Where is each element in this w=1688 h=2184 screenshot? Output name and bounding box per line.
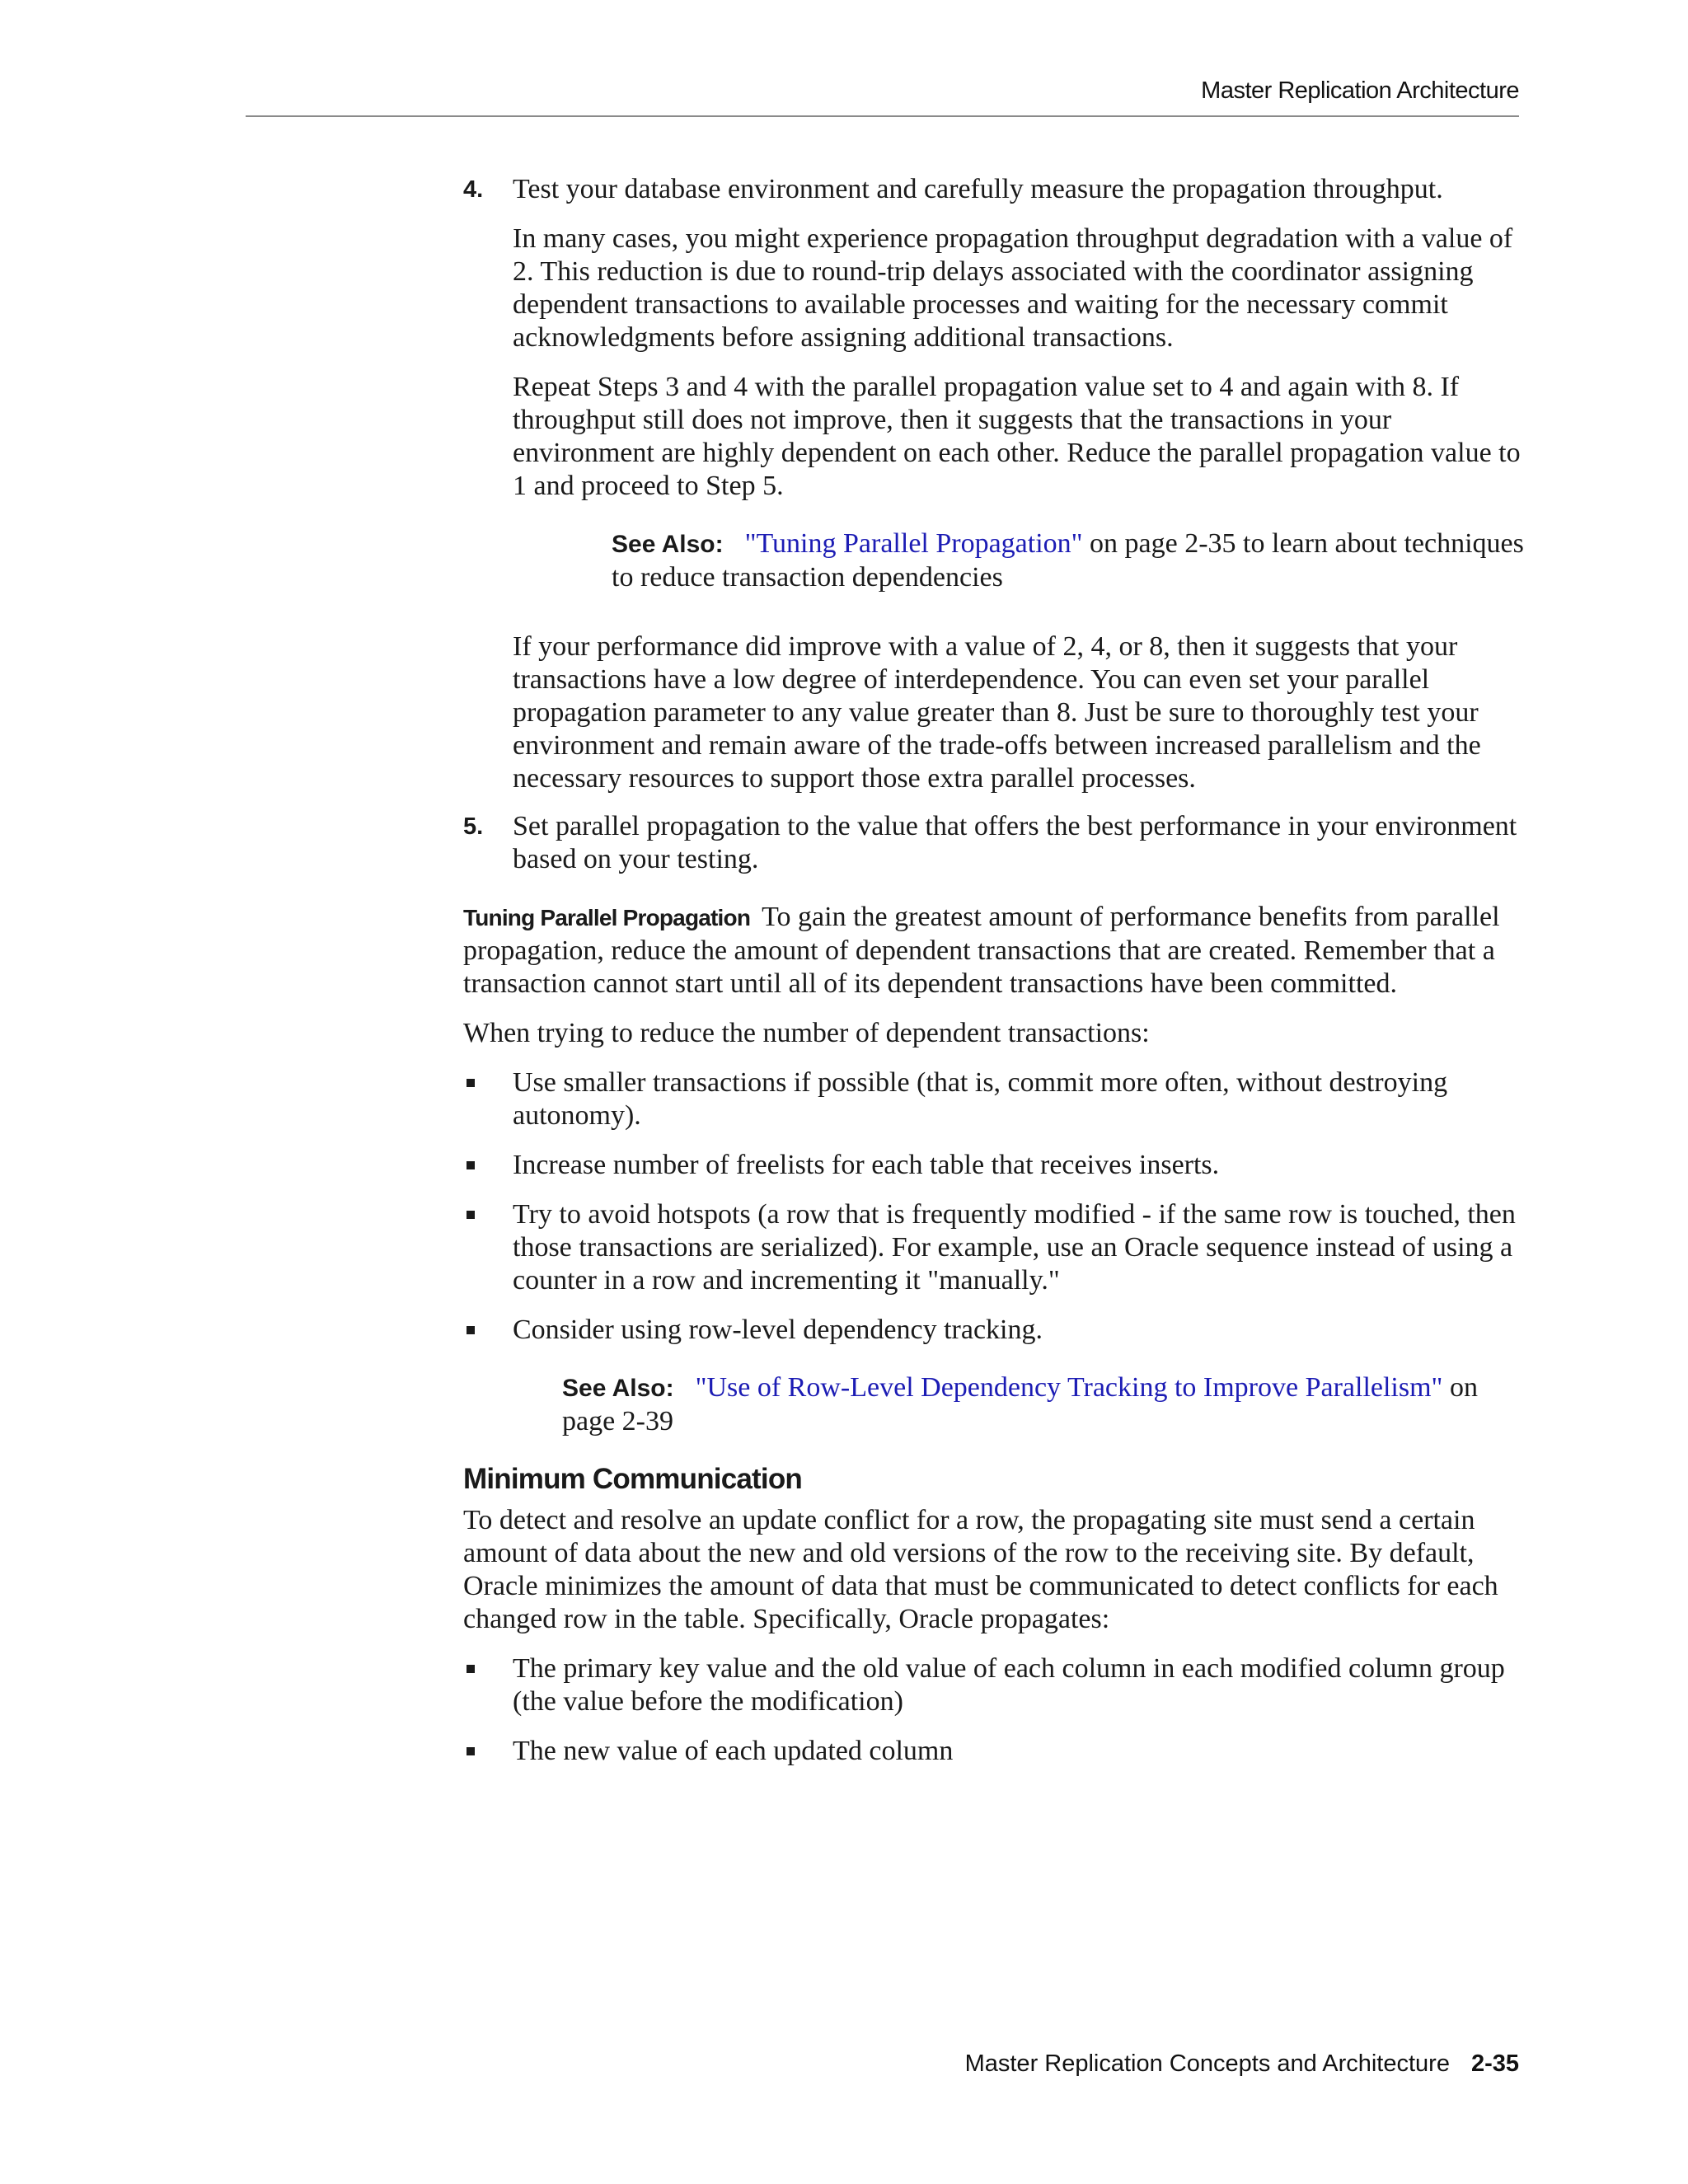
tuning-paragraph [463,901,1526,1001]
tuning-bullet-list [463,1066,1526,1347]
min-comm-bullet-list [463,1652,1526,1768]
cross-reference-link[interactable]: "Tuning Parallel Propagation" [744,528,1083,559]
list-item [463,1735,1526,1768]
list-item [463,1198,1526,1297]
see-also-label: See Also: [612,531,724,558]
see-also-note [612,527,1526,594]
tuning-text: To gain the greatest amount of performance benefits from parallel propagation, reduce the amount of dependent transactions that are created. Remember that a transaction cannot start until all of its dependent transactions have been committed. [463,902,1500,999]
page-number: 2-35 [1470,2050,1519,2077]
step-text: Set parallel propagation to the value that offers the best performance in your environment based on your testing. [513,811,1517,874]
list-item-text: Increase number of freelists for each table that receives inserts. [513,1150,1220,1180]
bullet-icon [467,1079,475,1087]
section-heading: Minimum Communication [463,1463,802,1495]
bullet-icon [467,1326,475,1334]
header-running-title: Master Replication Architecture [1201,77,1519,104]
see-also-note [562,1371,1526,1438]
paragraph: To detect and resolve an update conflict for a row, the propagating site must send a certain amount of data about the new and old versions of the row to the receiving site. By default, Oracle minimizes the amount of data that must be communicated to detect conflicts for each changed row in the table. Specifically, Oracle propagates: [463,1505,1498,1634]
bullet-icon [467,1747,475,1755]
running-header [246,73,1519,117]
list-item-text: Consider using row-level dependency tracking. [513,1315,1043,1345]
list-item-text: Use smaller transactions if possible (that is, commit more often, without destroying autonomy). [513,1067,1448,1131]
running-footer [965,2050,1519,2078]
footer-chapter-title: Master Replication Concepts and Architecture [964,2050,1450,2077]
tuning-intro: When trying to reduce the number of dependent transactions: [463,1018,1150,1048]
list-item-text: Try to avoid hotspots (a row that is frequently modified - if the same row is touched, then those transactions are serialized). For example, use an Oracle sequence instead of using a counter in a row and incrementing it "manually." [513,1199,1516,1296]
paragraph: If your performance did improve with a value of 2, 4, or 8, then it suggests that your transactions have a low degree of interdependence. You can even set your parallel propagation parameter to any value greater than 8. Just be sure to thoroughly test your environment and remain aware of the trade-offs between increased parallelism and the necessary resources to support those extra parallel processes. [513,631,1481,794]
cross-reference-link[interactable]: "Use of Row-Level Dependency Tracking to Improve Parallelism" [695,1372,1443,1403]
list-item-text: The primary key value and the old value of each column in each modified column group (the value before the modification) [513,1653,1505,1717]
list-item [463,1652,1526,1718]
step-text: Test your database environment and carefully measure the propagation throughput. [513,174,1443,204]
bullet-icon [467,1161,475,1169]
see-also-text: on page 2-39 [562,1372,1478,1436]
see-also-text: on page 2-35 to learn about techniques to reduce transaction dependencies [612,528,1524,593]
bullet-icon [467,1211,475,1219]
list-item [463,1066,1526,1132]
list-item [463,1314,1526,1347]
list-item [463,1149,1526,1182]
bullet-icon [467,1665,475,1673]
step-number: 4. [463,176,484,203]
step-5 [463,810,1526,876]
runin-heading: Tuning Parallel Propagation [463,905,751,930]
list-item-text: The new value of each updated column [513,1736,954,1766]
step-4 [463,173,1526,795]
see-also-label: See Also: [562,1375,674,1402]
paragraph: Repeat Steps 3 and 4 with the parallel propagation value set to 4 and again with 8. If throughput still does not improve, then it suggests that the transactions in your environment are highly dependent on each other. Reduce the parallel propagation value to 1 and proceed to Step 5. [513,372,1521,501]
paragraph: In many cases, you might experience propagation throughput degradation with a value of 2. This reduction is due to round-trip delays associated with the coordinator assigning dependent transactions to available processes and waiting for the necessary commit acknowledgments before assigning additional transactions. [513,223,1513,353]
page-body [463,173,1526,1784]
step-number: 5. [463,813,484,840]
